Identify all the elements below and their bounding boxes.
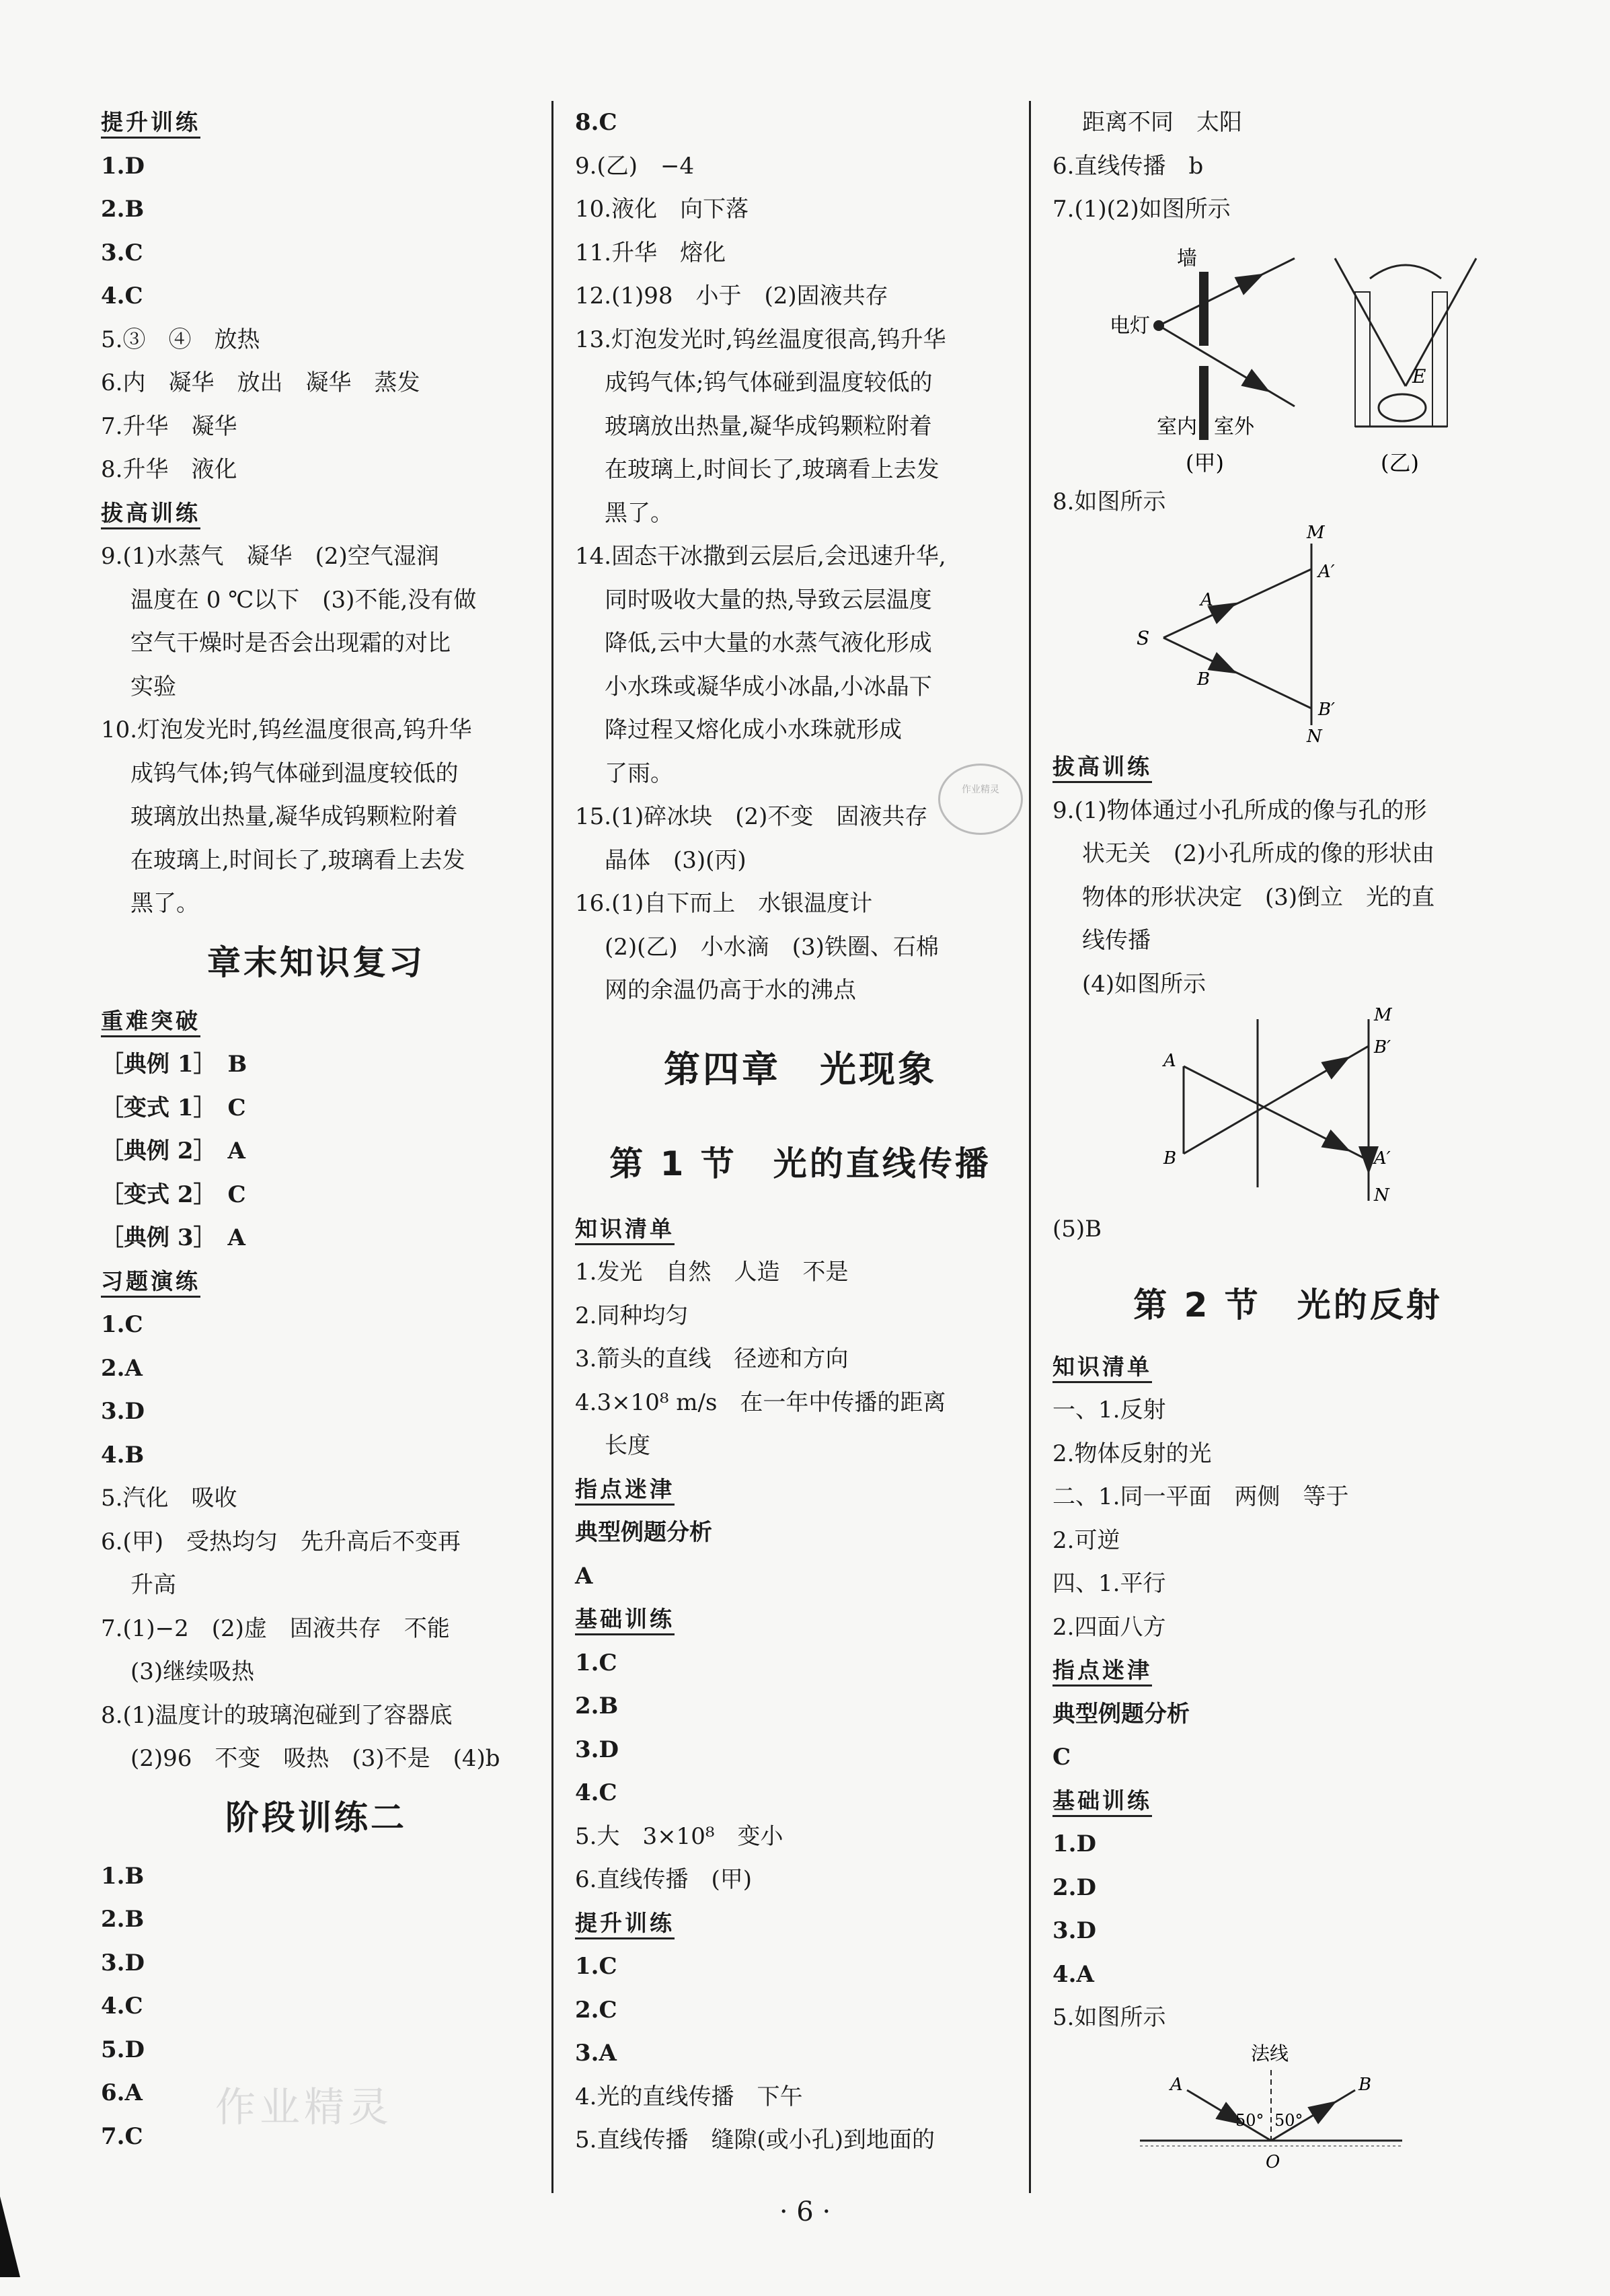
answer-line: 玻璃放出热量,凝华成钨颗粒附着: [605, 412, 932, 440]
answer-line: 3.D: [1052, 1917, 1096, 1944]
answer-line: (5)B: [1052, 1216, 1102, 1243]
column-divider-2: [1029, 101, 1031, 2193]
figure-8: [1052, 523, 1523, 745]
answer-line: 2.四面八方: [1052, 1613, 1166, 1641]
answer-line: 6.直线传播 (甲): [575, 1866, 752, 1893]
answer-line: 3.C: [101, 239, 143, 266]
section-title: 阶段训练二: [225, 1798, 407, 1837]
answer-line: 在玻璃上,时间长了,玻璃看上去发: [130, 846, 465, 874]
answer-line: 空气干燥时是否会出现霜的对比: [130, 630, 451, 657]
answer-line: 3.A: [575, 2040, 617, 2067]
fig7-caption-b: (乙): [1381, 449, 1419, 476]
answer-line: 3.箭头的直线 径迹和方向: [575, 1345, 849, 1372]
section-title: 第 1 节 光的直线传播: [609, 1144, 991, 1183]
answer-line: (3)继续吸热: [130, 1658, 255, 1685]
answer-line: 黑了。: [605, 499, 673, 527]
answer-line: 4.3×10⁸ m/s 在一年中传播的距离: [575, 1388, 946, 1416]
answer-line: 4.C: [575, 1779, 617, 1806]
figure-7: [1052, 231, 1523, 480]
answer-line: ［典例 1］ B: [101, 1051, 247, 1078]
column-3: [1052, 101, 1523, 2174]
answer-line: 四、1.平行: [1052, 1570, 1166, 1597]
subheading: 典型例题分析: [575, 1519, 712, 1546]
section-header: 习题演练: [101, 1260, 531, 1304]
answer-line: 3.D: [101, 1398, 145, 1425]
answer-line: 了雨。: [605, 760, 673, 787]
wall-lower: [1199, 366, 1209, 440]
section-header: 提升训练: [101, 101, 531, 145]
answer-line: C: [1052, 1744, 1071, 1771]
fig7-indoor-label: 室内: [1157, 414, 1197, 439]
fig7-wall-label: 墙: [1177, 246, 1197, 270]
answer-line: A: [575, 1562, 593, 1590]
answer-line: 黑了。: [130, 890, 199, 917]
page-number: · 6 ·: [779, 2196, 831, 2227]
answer-line: 2.C: [575, 1996, 617, 2024]
answer-line: 2.同种均匀: [575, 1302, 689, 1329]
answer-line: 温度在 0 ℃以下 (3)不能,没有做: [130, 586, 477, 614]
section-header: 指点迷津: [575, 1468, 1026, 1512]
answer-line: 1.C: [575, 1953, 617, 1980]
fig7-e-label: E: [1412, 365, 1426, 387]
answer-line: 6.(甲) 受热均匀 先升高后不变再: [101, 1528, 461, 1555]
answer-line: 2.可逆: [1052, 1526, 1120, 1554]
answer-line: 2.物体反射的光: [1052, 1440, 1212, 1467]
answer-line: 3.D: [101, 1949, 145, 1976]
answer-line: 线传播: [1082, 927, 1151, 954]
column-1: [101, 101, 531, 2158]
view-arc: [1370, 265, 1441, 279]
section-title: 第 2 节 光的反射: [1133, 1285, 1443, 1325]
watermark: 作业精灵: [215, 2084, 393, 2131]
answer-line: 4.A: [1052, 1960, 1094, 1988]
section-header: 指点迷津: [1052, 1649, 1523, 1693]
answer-line: 成钨气体;钨气体碰到温度较低的: [605, 369, 933, 396]
answer-line: 1.D: [101, 152, 145, 180]
answer-line: 实验: [130, 673, 176, 700]
corner-mark: [0, 2196, 20, 2277]
answer-line: 4.C: [101, 283, 143, 309]
answer-line: (2)(乙) 小水滴 (3)铁圈、石棉: [605, 933, 939, 961]
answer-line: 10.液化 向下落: [575, 196, 749, 223]
answer-line: 12.(1)98 小于 (2)固液共存: [575, 283, 888, 309]
label-s: S: [1137, 627, 1150, 649]
answer-line: 5.大 3×10⁸ 变小: [575, 1822, 783, 1850]
answer-line: 7.(1)(2)如图所示: [1052, 196, 1231, 223]
answer-line: 6.A: [101, 2079, 143, 2106]
answer-line: 4.B: [101, 1441, 145, 1469]
angle-label: 50°: [1235, 2110, 1264, 2130]
watermark-stamp: 作业精灵: [938, 764, 1023, 835]
answer-line: 7.升华 凝华: [101, 412, 237, 440]
answer-line: ［典例 2］ A: [101, 1138, 245, 1164]
answer-line: 7.C: [101, 2122, 143, 2150]
wall-upper: [1199, 272, 1209, 346]
answer-line: 4.C: [101, 1993, 143, 2020]
answer-line: 16.(1)自下而上 水银温度计: [575, 890, 873, 917]
section-header: 基础训练: [575, 1598, 1026, 1641]
answer-line: 5.如图所示: [1052, 2004, 1166, 2031]
answer-line: 2.A: [101, 1354, 143, 1382]
answer-line: ［变式 2］ C: [101, 1181, 246, 1208]
answer-line: 14.固态干冰撒到云层后,会迅速升华,: [575, 543, 946, 570]
figure-9: [1052, 1006, 1523, 1208]
answer-line: 二、1.同一平面 两侧 等于: [1052, 1483, 1349, 1510]
answer-line: 降低,云中大量的水蒸气液化形成: [605, 630, 932, 657]
label-b: B: [1163, 1148, 1177, 1169]
light-ray: [1163, 638, 1311, 708]
normal-label: 法线: [1251, 2042, 1289, 2065]
subheading: 典型例题分析: [1052, 1700, 1190, 1728]
light-ray: [1163, 569, 1311, 638]
answer-line: 4.光的直线传播 下午: [575, 2083, 803, 2110]
light-ray: [1184, 1066, 1369, 1160]
answer-line: (2)96 不变 吸热 (3)不是 (4)b: [130, 1745, 500, 1772]
fig7-lamp-label: 电灯: [1110, 313, 1150, 338]
answer-line: ［典例 3］ A: [101, 1224, 245, 1251]
column-divider-1: [551, 101, 553, 2193]
label-a-prime: A′: [1318, 562, 1335, 582]
answer-line: 同时吸收大量的热,导致云层温度: [605, 586, 932, 614]
answer-line: 玻璃放出热量,凝华成钨颗粒附着: [130, 803, 458, 830]
answer-line: 一、1.反射: [1052, 1397, 1166, 1423]
section-title: 章末知识复习: [207, 942, 425, 982]
answer-line: 1.D: [1052, 1830, 1096, 1857]
answer-line: 11.升华 熔化: [575, 239, 726, 266]
answer-line: 5.③ ④ 放热: [101, 326, 260, 353]
answer-line: 2.B: [101, 196, 145, 223]
section-header: 重难突破: [101, 1000, 531, 1043]
label-a: A: [1170, 2074, 1183, 2095]
fig7-caption-a: (甲): [1186, 449, 1224, 476]
answer-line: 1.B: [101, 1862, 145, 1890]
answer-line: 8.升华 液化: [101, 456, 237, 483]
answer-line: 13.灯泡发光时,钨丝温度很高,钨升华: [575, 326, 946, 353]
well-wall-right: [1432, 292, 1447, 427]
answer-line: 2.B: [101, 1906, 145, 1933]
answer-line: 2.D: [1052, 1874, 1096, 1901]
answer-line: 1.C: [101, 1311, 143, 1338]
label-n: N: [1307, 727, 1322, 745]
fig7-outdoor-label: 室外: [1214, 414, 1254, 439]
label-n: N: [1374, 1185, 1389, 1206]
answer-line: 8.(1)温度计的玻璃泡碰到了容器底: [101, 1701, 453, 1729]
label-b-prime: B′: [1318, 700, 1336, 720]
label-b: B: [1197, 669, 1211, 690]
angle-label: 50°: [1274, 2110, 1303, 2130]
answer-line: 5.D: [101, 2036, 145, 2063]
label-m: M: [1307, 523, 1325, 543]
answer-line: 7.(1)−2 (2)虚 固液共存 不能: [101, 1615, 450, 1642]
answer-line: 1.C: [575, 1649, 617, 1676]
answer-line: 3.D: [575, 1736, 619, 1763]
section-header: 拔高训练: [1052, 745, 1523, 789]
light-ray: [1184, 1046, 1369, 1154]
answer-line: 6.内 凝华 放出 凝华 蒸发: [101, 369, 420, 396]
answer-line: 9.(乙) −4: [575, 152, 695, 180]
label-b: B: [1358, 2074, 1372, 2095]
answer-line: 距离不同 太阳: [1082, 109, 1242, 136]
answer-line: ［变式 1］ C: [101, 1094, 246, 1121]
answer-line: 在玻璃上,时间长了,玻璃看上去发: [605, 456, 940, 483]
well-wall-left: [1355, 292, 1370, 427]
column-2: [575, 101, 1026, 2162]
frog-icon: [1379, 394, 1426, 421]
label-m: M: [1374, 1006, 1392, 1025]
answer-line: 6.直线传播 b: [1052, 152, 1204, 180]
answer-line: 8.如图所示: [1052, 488, 1166, 515]
figure-5: [1052, 2040, 1523, 2174]
answer-line: 10.灯泡发光时,钨丝温度很高,钨升华: [101, 716, 472, 743]
answer-line: 5.汽化 吸收: [101, 1485, 237, 1512]
answer-line: 1.发光 自然 人造 不是: [575, 1259, 849, 1286]
answer-line: 9.(1)物体通过小孔所成的像与孔的形: [1052, 797, 1427, 824]
label-a-prime: A′: [1374, 1148, 1391, 1169]
answer-line: 降过程又熔化成小水珠就形成: [605, 716, 902, 743]
section-header: 知识清单: [575, 1208, 1026, 1251]
section-header: 提升训练: [575, 1902, 1026, 1946]
answer-line: 小水珠或凝华成小冰晶,小冰晶下: [605, 673, 932, 700]
chapter-title: 第四章 光现象: [664, 1047, 937, 1090]
label-a: A: [1200, 590, 1213, 610]
answer-line: (4)如图所示: [1082, 970, 1206, 998]
answer-line: 网的余温仍高于水的沸点: [605, 977, 856, 1004]
answer-line: 成钨气体;钨气体碰到温度较低的: [130, 760, 459, 787]
light-ray: [1159, 326, 1295, 406]
answer-line: 晶体 (3)(丙): [605, 846, 746, 874]
answer-line: 升高: [130, 1571, 176, 1598]
answer-line: 15.(1)碎冰块 (2)不变 固液共存: [575, 803, 928, 830]
answer-line: 2.B: [575, 1693, 619, 1719]
label-o: O: [1266, 2151, 1280, 2172]
answer-line: 9.(1)水蒸气 凝华 (2)空气湿润: [101, 543, 439, 570]
section-header: 基础训练: [1052, 1779, 1523, 1823]
section-header: 拔高训练: [101, 492, 531, 535]
answer-line: 8.C: [575, 109, 617, 136]
label-a: A: [1163, 1051, 1176, 1071]
answer-line: 长度: [605, 1432, 650, 1459]
label-b-prime: B′: [1374, 1037, 1391, 1058]
answer-line: 5.直线传播 缝隙(或小孔)到地面的: [575, 2126, 935, 2153]
section-header: 知识清单: [1052, 1345, 1523, 1389]
answer-line: 状无关 (2)小孔所成的像的形状由: [1082, 840, 1435, 867]
answer-line: 物体的形状决定 (3)倒立 光的直: [1082, 883, 1435, 911]
